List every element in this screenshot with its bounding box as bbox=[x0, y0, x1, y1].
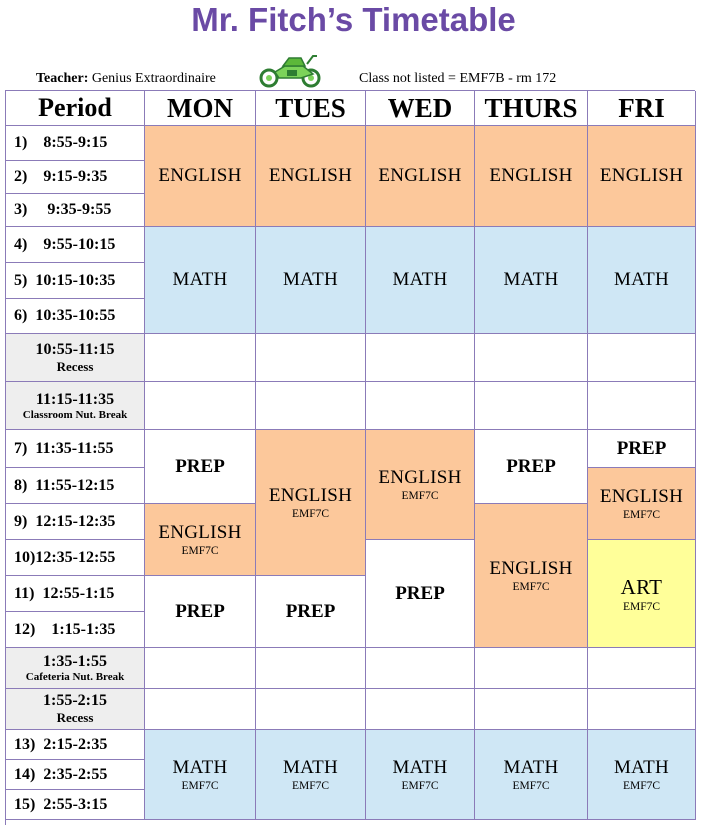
period-label: 10)12:35-12:55 bbox=[14, 548, 116, 566]
subject-label: ENGLISH bbox=[378, 165, 462, 186]
break-label: Recess bbox=[56, 358, 94, 374]
period-label: 8) 11:55-12:15 bbox=[14, 476, 115, 494]
class-code: EMF7C bbox=[181, 780, 219, 792]
mon-prep-1 bbox=[145, 430, 256, 504]
header-wed: WED bbox=[366, 91, 475, 126]
period-6 bbox=[6, 299, 145, 334]
empty-cell bbox=[256, 334, 366, 382]
break-time: 11:15-11:35 bbox=[35, 390, 115, 408]
period-12 bbox=[6, 612, 145, 648]
subject-label: ENGLISH bbox=[489, 165, 573, 186]
break-time: 1:55-2:15 bbox=[43, 692, 107, 709]
empty-cell bbox=[366, 382, 475, 430]
empty-cell bbox=[475, 382, 588, 430]
empty-cell bbox=[145, 689, 256, 730]
class-code: EMF7C bbox=[622, 509, 661, 521]
subject-label: ENGLISH bbox=[489, 558, 573, 579]
subject-label: MATH bbox=[503, 269, 559, 290]
subject-label: PREP bbox=[175, 455, 225, 477]
empty-cell bbox=[145, 334, 256, 382]
wed-prep bbox=[366, 540, 475, 648]
period-label: 9) 12:15-12:35 bbox=[14, 512, 116, 530]
fri-english-pm bbox=[588, 468, 696, 540]
period-label: 4) 9:55-10:15 bbox=[14, 235, 116, 253]
period-label: 7) 11:35-11:55 bbox=[14, 439, 114, 457]
subject-label: PREP bbox=[285, 600, 336, 622]
thurs-math-pm bbox=[475, 730, 588, 820]
subject-label: ENGLISH bbox=[158, 165, 242, 186]
subject-label: PREP bbox=[616, 437, 667, 459]
thurs-english-pm bbox=[475, 504, 588, 648]
class-code: EMF7C bbox=[512, 581, 550, 593]
period-label: 11) 12:55-1:15 bbox=[14, 584, 115, 602]
thurs-english-am bbox=[475, 126, 588, 227]
period-11 bbox=[6, 576, 145, 612]
period-5 bbox=[6, 263, 145, 299]
period-3 bbox=[6, 194, 145, 227]
empty-cell bbox=[145, 382, 256, 430]
period-7 bbox=[6, 430, 145, 468]
class-code: EMF7C bbox=[181, 545, 219, 557]
mon-math-am bbox=[145, 227, 256, 334]
subject-label: MATH bbox=[392, 757, 448, 778]
subject-label: MATH bbox=[613, 269, 670, 290]
empty-cell bbox=[256, 382, 366, 430]
empty-cell bbox=[256, 648, 366, 689]
subject-label: MATH bbox=[172, 757, 228, 778]
period-9 bbox=[6, 504, 145, 540]
mon-prep-2 bbox=[145, 576, 256, 648]
period-label: 3) 9:35-9:55 bbox=[14, 201, 112, 218]
tues-math-pm bbox=[256, 730, 366, 820]
tues-prep bbox=[256, 576, 366, 648]
period-label: 15) 2:55-3:15 bbox=[14, 795, 108, 813]
subject-label: MATH bbox=[503, 757, 559, 778]
motorcycle-icon bbox=[255, 48, 325, 88]
fri-art bbox=[588, 540, 696, 648]
recess-2 bbox=[6, 689, 145, 730]
period-10 bbox=[6, 540, 145, 576]
class-code: EMF7C bbox=[291, 508, 330, 520]
break-label: Cafeteria Nut. Break bbox=[25, 671, 125, 683]
empty-cell bbox=[475, 689, 588, 730]
header-period: Period bbox=[6, 91, 145, 126]
fri-math-am bbox=[588, 227, 696, 334]
subject-label: MATH bbox=[282, 269, 339, 290]
empty-cell bbox=[366, 648, 475, 689]
break-label: Recess bbox=[56, 710, 94, 725]
empty-cell bbox=[256, 689, 366, 730]
class-code: EMF7C bbox=[622, 780, 661, 792]
fri-math-pm bbox=[588, 730, 696, 820]
thurs-math-am bbox=[475, 227, 588, 334]
subject-label: ENGLISH bbox=[268, 485, 353, 506]
subject-label: MATH bbox=[613, 757, 670, 778]
tues-english-pm bbox=[256, 430, 366, 576]
header-fri: FRI bbox=[588, 91, 696, 126]
subject-label: ENGLISH bbox=[158, 522, 242, 543]
subject-label: ART bbox=[620, 574, 663, 599]
subject-label: ENGLISH bbox=[599, 165, 684, 186]
period-8 bbox=[6, 468, 145, 504]
subject-label: MATH bbox=[392, 269, 448, 290]
break-label: Classroom Nut. Break bbox=[22, 408, 128, 421]
recess-1 bbox=[6, 334, 145, 382]
wed-english-am bbox=[366, 126, 475, 227]
break-time: 10:55-11:15 bbox=[35, 340, 115, 358]
nut-break-1 bbox=[6, 382, 145, 430]
empty-cell bbox=[366, 689, 475, 730]
class-code: EMF7C bbox=[401, 780, 439, 792]
period-label: 5) 10:15-10:35 bbox=[14, 271, 116, 289]
period-label: 2) 9:15-9:35 bbox=[14, 168, 108, 185]
period-label: 13) 2:15-2:35 bbox=[14, 735, 108, 753]
teacher-info bbox=[36, 71, 216, 87]
wed-math-pm bbox=[366, 730, 475, 820]
period-label: 14) 2:35-2:55 bbox=[14, 765, 108, 783]
period-13 bbox=[6, 730, 145, 760]
empty-cell bbox=[366, 334, 475, 382]
empty-cell bbox=[588, 689, 696, 730]
period-label: 1) 8:55-9:15 bbox=[14, 134, 108, 151]
subject-label: MATH bbox=[282, 757, 339, 778]
header-mon: MON bbox=[145, 91, 256, 126]
class-note: Class not listed = EMF7B - rm 172 bbox=[359, 71, 557, 86]
class-code: EMF7C bbox=[512, 780, 550, 792]
subject-label: PREP bbox=[175, 600, 225, 622]
teacher-label: Teacher: bbox=[36, 71, 89, 86]
fri-english-am bbox=[588, 126, 696, 227]
class-code: EMF7C bbox=[401, 490, 439, 502]
subject-label: PREP bbox=[506, 455, 556, 477]
fri-prep bbox=[588, 430, 696, 468]
period-label: 12) 1:15-1:35 bbox=[14, 620, 116, 638]
class-code: EMF7C bbox=[622, 600, 661, 613]
subject-label: ENGLISH bbox=[268, 165, 353, 186]
empty-cell bbox=[588, 334, 696, 382]
period-14 bbox=[6, 760, 145, 790]
subject-label: PREP bbox=[395, 582, 445, 604]
empty-cell bbox=[145, 648, 256, 689]
break-time: 1:35-1:55 bbox=[43, 653, 107, 670]
header-thurs: THURS bbox=[475, 91, 588, 126]
empty-cell bbox=[475, 334, 588, 382]
tues-math-am bbox=[256, 227, 366, 334]
empty-cell bbox=[588, 648, 696, 689]
header-tues: TUES bbox=[256, 91, 366, 126]
period-4 bbox=[6, 227, 145, 263]
teacher-name: Genius Extraordinaire bbox=[91, 71, 216, 86]
nut-break-2 bbox=[6, 648, 145, 689]
mon-math-pm bbox=[145, 730, 256, 820]
subject-label: MATH bbox=[172, 269, 228, 290]
period-label: 6) 10:35-10:55 bbox=[14, 307, 116, 324]
period-15 bbox=[6, 790, 145, 820]
empty-cell bbox=[588, 382, 696, 430]
empty-cell bbox=[475, 648, 588, 689]
subject-label: ENGLISH bbox=[378, 467, 462, 488]
subject-label: ENGLISH bbox=[599, 486, 684, 507]
mon-english-pm bbox=[145, 504, 256, 576]
timetable-grid bbox=[5, 90, 695, 825]
period-2 bbox=[6, 161, 145, 194]
page-title: Mr. Fitch’s Timetable bbox=[191, 1, 516, 38]
wed-english-pm bbox=[366, 430, 475, 540]
class-code: EMF7C bbox=[291, 780, 330, 792]
mon-english-am bbox=[145, 126, 256, 227]
period-1 bbox=[6, 126, 145, 161]
thurs-prep bbox=[475, 430, 588, 504]
wed-math-am bbox=[366, 227, 475, 334]
tues-english-am bbox=[256, 126, 366, 227]
